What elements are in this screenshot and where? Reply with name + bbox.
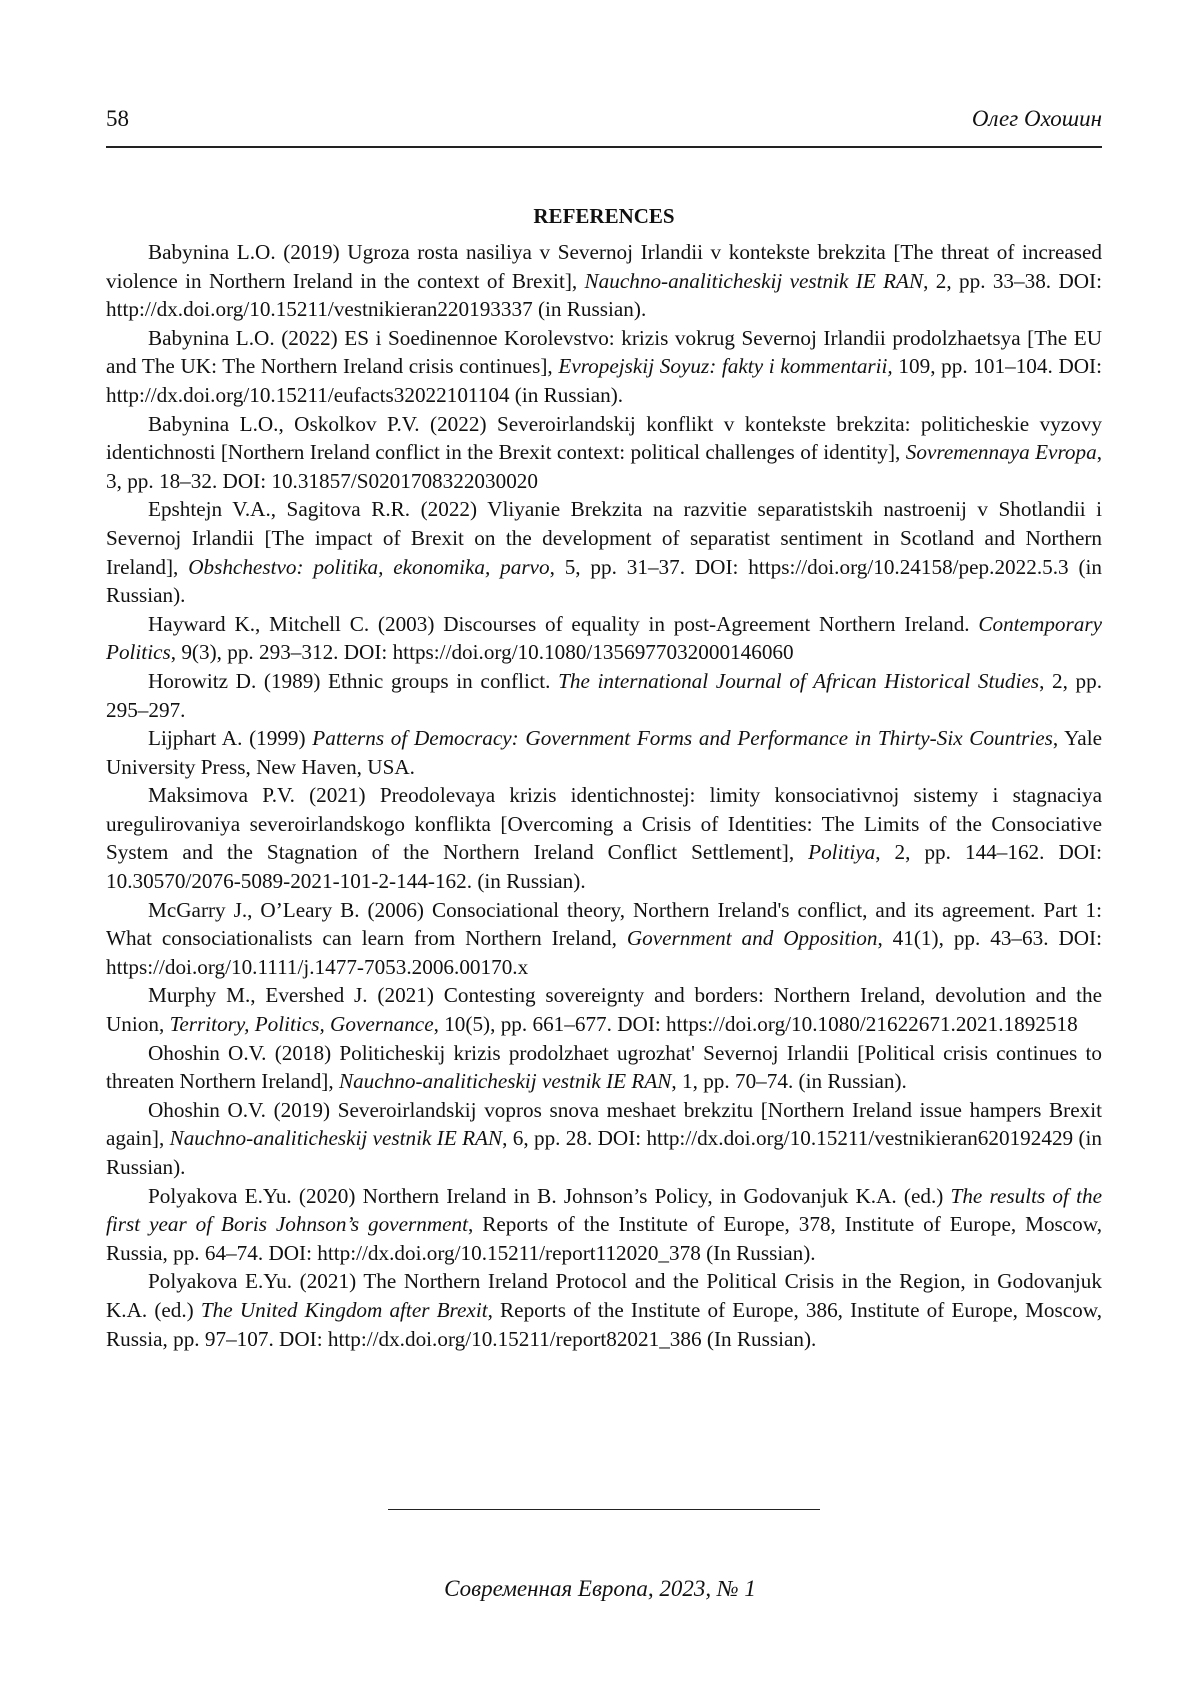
reference-entry (106, 238, 1102, 324)
reference-details: 109, pp. 101–104. DOI: http://dx.doi.org/10.15211/eufacts32022101104 (in Russian). (106, 354, 1103, 407)
reference-entry (106, 610, 1102, 667)
reference-source-title: Contemporary Politics (106, 611, 1102, 665)
reference-source-title: Patterns of Democracy: Government Forms and Performance in Thirty-Six Countries (312, 726, 1053, 751)
reference-source-title: Nauchno-analiticheskij vestnik IE RAN (169, 1126, 503, 1151)
reference-text: Polyakova E.Yu. (2021) The Northern Ireland Protocol and the Political Crisis in the Region, in Godovanjuk K.A. (ed.) (106, 1269, 1102, 1322)
references-section (106, 202, 1102, 1353)
reference-text: Hayward K., Mitchell C. (2003) Discourses of equality in post-Agreement Northern Ireland. (148, 611, 979, 636)
reference-text: McGarry J., O’Leary B. (2006) Consociational theory, Northern Ireland's conflict, and its agreement. Part 1: What consociationalists can learn from Northern Ireland, (106, 897, 1102, 951)
reference-source-title: Sovremennaya Evropa (905, 440, 1097, 465)
journal-footer: Современная Европа, 2023, № 1 (444, 1576, 756, 1601)
reference-text: Babynina L.O. (2022) ES i Soedinennoe Korolevstvo: krizis vokrug Severnoj Irlandii prodolzhaetsya [The EU and The UK: The Northern Ireland crisis continues], (106, 325, 1102, 379)
reference-entry (106, 896, 1102, 982)
reference-entry (106, 1039, 1102, 1096)
reference-details: , Reports of the Institute of Europe, 386, Institute of Europe, Moscow, Russia, pp. 97–107. DOI: http://dx.doi.org/10.15211/report82021_386 (In Russian). (106, 1297, 1102, 1351)
reference-text: Babynina L.O., Oskolkov P.V. (2022) Severoirlandskij konflikt v kontekste brekzita: politicheskie vyzovy identichnosti [Northern Ireland conflict in the Brexit context: political challenges of identity], (106, 411, 1102, 465)
page-header (106, 106, 1102, 148)
reference-details: , 3, pp. 18–32. DOI: 10.31857/S0201708322030020 (106, 440, 1102, 493)
reference-details: , 2, pp. 295–297. (106, 668, 1103, 722)
reference-text: Babynina L.O. (2019) Ugroza rosta nasiliya v Severnoj Irlandii v kontekste brekzita [The threat of increased violence in Northern Ireland in the context of Brexit], (106, 240, 1102, 293)
reference-details: , Reports of the Institute of Europe, 378, Institute of Europe, Moscow, Russia, pp. 64–74. DOI: http://dx.doi.org/10.15211/report112020_378 (In Russian). (106, 1212, 1102, 1265)
reference-text: Murphy M., Evershed J. (2021) Contesting sovereignty and borders: Northern Ireland, devolution and the Union, (106, 983, 1102, 1037)
page-number: 58 (106, 106, 129, 131)
reference-source-title: The United Kingdom after Brexit (200, 1297, 488, 1322)
reference-source-title: Government and Opposition (626, 926, 878, 951)
reference-details: , Yale University Press, New Haven, USA. (106, 726, 1102, 779)
reference-text: Polyakova E.Yu. (2020) Northern Ireland in B. Johnson’s Policy, in Godovanjuk K.A. (ed.) (148, 1183, 951, 1208)
reference-entry (106, 981, 1102, 1038)
reference-details: , 6, pp. 28. DOI: http://dx.doi.org/10.15211/vestnikieran620192429 (in Russian). (106, 1126, 1102, 1179)
reference-source-title: The results of the first year of Boris Johnson’s government (106, 1183, 1103, 1237)
reference-entry (106, 410, 1102, 496)
reference-text: Ohoshin O.V. (2018) Politicheskij krizis prodolzhaet ugrozhat' Severnoj Irlandii [Political crisis continues to threaten Northern Ireland], (106, 1040, 1102, 1094)
reference-details: , 2, pp. 144–162. DOI: 10.30570/2076-5089-2021-101-2-144-162. (in Russian). (106, 840, 1102, 894)
reference-entry (106, 495, 1102, 609)
reference-text: Lijphart A. (1999) (148, 726, 313, 751)
reference-details: , 9(3), pp. 293–312. DOI: https://doi.org/10.1080/1356977032000146060 (170, 640, 794, 665)
reference-details: , 1, pp. 70–74. (in Russian). (671, 1069, 907, 1094)
running-head-author: Олег Охошин (971, 106, 1102, 131)
reference-text: Ohoshin O.V. (2019) Severoirlandskij vopros snova meshaet brekzitu [Northern Ireland issue hampers Brexit again], (106, 1097, 1102, 1151)
reference-source-title: Nauchno-analiticheskij vestnik IE RAN (584, 268, 924, 293)
reference-entry (106, 724, 1102, 781)
reference-details: , 2, pp. 33–38. DOI: http://dx.doi.org/10.15211/vestnikieran220193337 (in Russian). (106, 268, 1102, 322)
section-separator-line (388, 1509, 820, 1510)
reference-source-title: Nauchno-analiticheskij vestnik IE RAN (338, 1069, 672, 1094)
reference-details: , 5, pp. 31–37. DOI: https://doi.org/10.24158/pep.2022.5.3 (in Russian). (106, 554, 1102, 608)
reference-entry (106, 1182, 1102, 1268)
reference-source-title: Politiya (808, 840, 876, 865)
reference-entry (106, 781, 1102, 895)
reference-text: Epshtejn V.A., Sagitova R.R. (2022) Vliyanie Brekzita na razvitie separatistskih nastroenij v Shotlandii i Severnoj Irlandii [The impact of Brexit on the development of separatist sentiment in Scotland and Northern Ireland], (106, 497, 1102, 579)
reference-source-title: Evropejskij Soyuz: fakty i kommentarii, (558, 354, 893, 379)
reference-entry (106, 1267, 1102, 1353)
reference-text: Horowitz D. (1989) Ethnic groups in conflict. (148, 668, 559, 693)
reference-entry (106, 324, 1102, 410)
reference-source-title: Obshchestvo: politika, ekonomika, parvo (188, 554, 550, 579)
reference-source-title: Territory, Politics, Governance (169, 1012, 434, 1037)
reference-details: , 10(5), pp. 661–677. DOI: https://doi.org/10.1080/21622671.2021.1892518 (433, 1012, 1078, 1037)
reference-source-title: The international Journal of African Historical Studies (558, 668, 1040, 693)
reference-entry (106, 1096, 1102, 1182)
reference-details: , 41(1), pp. 43–63. DOI: https://doi.org/10.1111/j.1477-7053.2006.00170.x (106, 926, 1103, 979)
references-heading: REFERENCES (533, 204, 675, 228)
reference-text: Maksimova P.V. (2021) Preodolevaya krizis identichnostej: limity konsociativnoj sistemy i stagnaciya uregulirovaniya severoirlandskogo konflikta [Overcoming a Crisis of Identities: The Limits of the Consociative System and the Stagnation of the Northern Ireland Conflict Settlement], (106, 783, 1102, 865)
reference-entry (106, 667, 1102, 724)
